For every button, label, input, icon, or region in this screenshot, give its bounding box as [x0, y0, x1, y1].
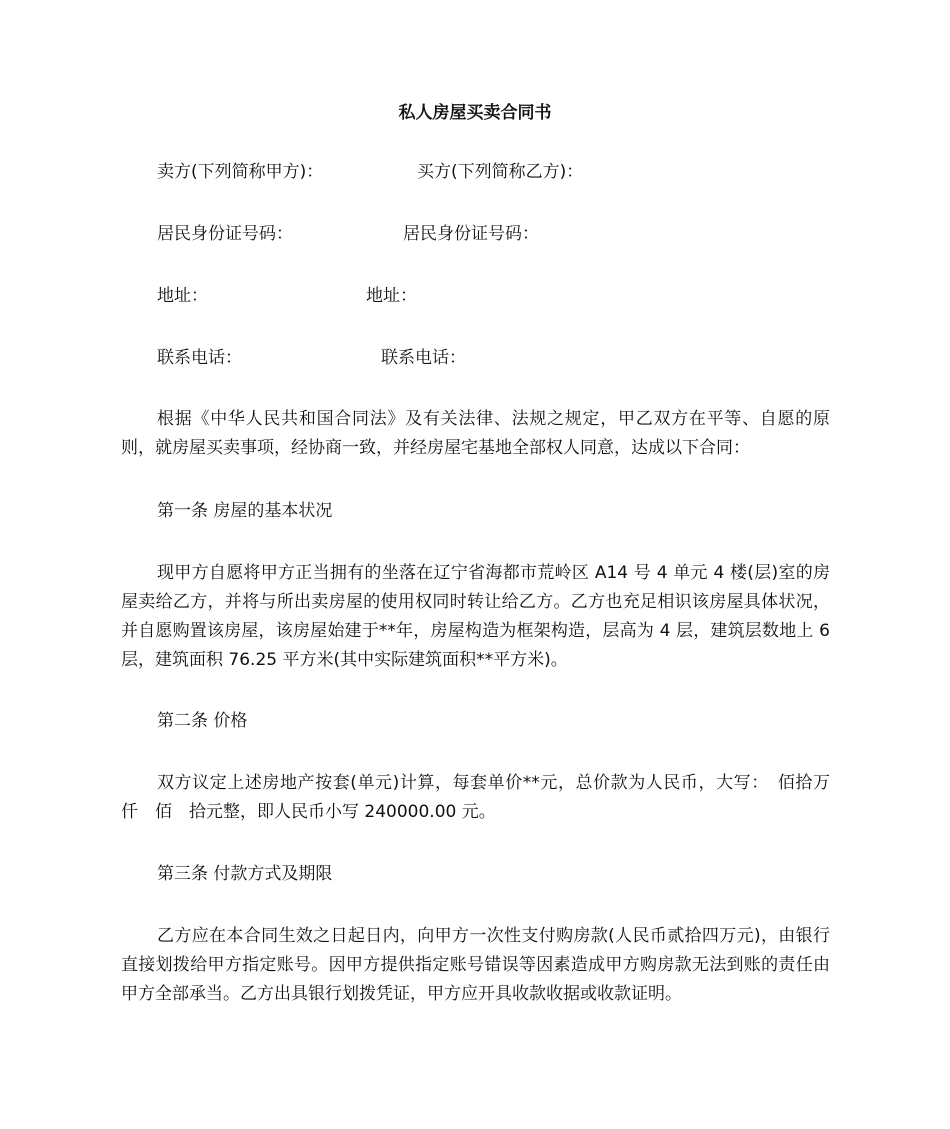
article2-body: 双方议定上述房地产按套(单元)计算，每套单价**元，总价款为人民币，大写： 佰拾万 仟 佰 拾元整，即人民币小写 240000.00 元。 — [121, 773, 847, 822]
buyer-id-label: 居民身份证号码： — [403, 224, 539, 244]
buyer-phone-label: 联系电话： — [381, 348, 466, 368]
buyer-address-label: 地址： — [366, 286, 417, 306]
buyer-label: 买方(下列简称乙方)： — [417, 162, 584, 182]
article3-body: 乙方应在本合同生效之日起日内，向甲方一次性支付购房款(人民币贰拾四万元)，由银行直接划拨给甲方指定账号。因甲方提供指定账号错误等因素造成甲方购房款无法到账的责任由甲方全部承当。乙方出具银行划拨凭证，甲方应开具收款收据或收款证明。 — [121, 926, 830, 1004]
article1-body: 现甲方自愿将甲方正当拥有的坐落在辽宁省海都市荒岭区 A14 号 4 单元 4 楼(层)室的房屋卖给乙方，并将与所出卖房屋的使用权同时转让给乙方。乙方也充足相识该房屋具体状况，并自愿购置该房屋，该房屋始建于**年，房屋构造为框架构造，层高为 4 层，建筑层数地上 6 层，建筑面积 76.25 平方米(其中实际建筑面积**平方米)。 — [121, 563, 830, 670]
seller-id-label: 居民身份证号码： — [157, 224, 293, 244]
preamble-paragraph: 根据《中华人民共和国合同法》及有关法律、法规之规定，甲乙双方在平等、自愿的原则，就房屋买卖事项，经协商一致，并经房屋宅基地全部权人同意，达成以下合同： — [121, 409, 830, 458]
article2-heading: 第二条 价格 — [157, 711, 248, 731]
seller-label: 卖方(下列简称甲方)： — [157, 162, 324, 182]
article1-heading: 第一条 房屋的基本状况 — [157, 501, 333, 521]
article3-heading: 第三条 付款方式及期限 — [157, 864, 333, 884]
document-title: 私人房屋买卖合同书 — [398, 103, 552, 123]
seller-address-label: 地址： — [157, 286, 208, 306]
seller-phone-label: 联系电话： — [157, 348, 242, 368]
